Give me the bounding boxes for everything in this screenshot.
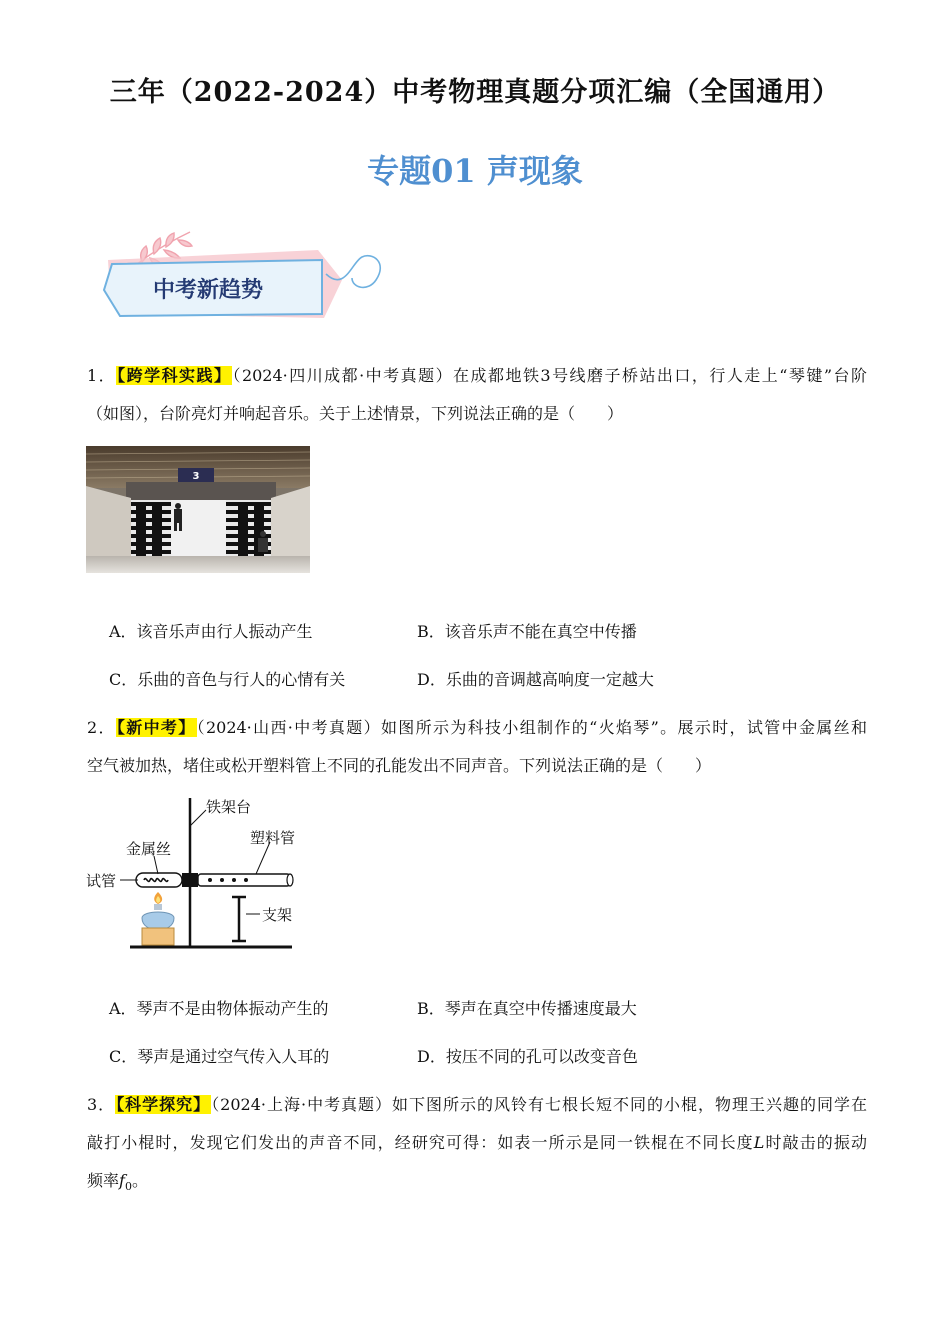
- question-number: 1．: [87, 366, 117, 385]
- test-tube: [136, 873, 182, 887]
- question-tag: 【跨学科实践】: [117, 366, 232, 385]
- alcohol-lamp: [142, 892, 174, 945]
- question-3-line-3: [87, 1171, 867, 1197]
- question-3-line-1: [87, 1095, 867, 1115]
- label-plastic-tube: 塑料管: [250, 829, 296, 847]
- question-number: 3．: [87, 1095, 116, 1114]
- banner-label: 中考新趋势: [152, 278, 264, 303]
- option-a[interactable]: A．琴声不是由物体振动产生的: [109, 999, 329, 1018]
- option-d[interactable]: D．按压不同的孔可以改变音色: [417, 1047, 638, 1066]
- plastic-tube: [198, 874, 293, 886]
- question-tag: 【新中考】: [116, 718, 196, 737]
- option-c[interactable]: C．琴声是通过空气传入人耳的: [109, 1047, 330, 1066]
- variable-subscript: 0: [124, 1180, 132, 1194]
- piano-stairs-photo: [86, 446, 310, 573]
- label-metal-wire: 金属丝: [126, 840, 172, 858]
- flame-instrument-diagram: [86, 796, 316, 956]
- option-c[interactable]: C．乐曲的音色与行人的心情有关: [109, 670, 346, 689]
- option-d[interactable]: D．乐曲的音调越高响度一定越大: [417, 670, 654, 689]
- question-number: 2．: [87, 718, 116, 737]
- question-2-line-2: 空气被加热，堵住或松开塑料管上不同的孔能发出不同声音。下列说法正确的是（ ）: [87, 756, 712, 775]
- subway-line-number: 3: [192, 471, 200, 482]
- variable-length: L: [753, 1133, 765, 1152]
- variable-frequency: f: [119, 1171, 125, 1190]
- topic-title: 专题01 声现象: [367, 152, 583, 190]
- label-support: 支架: [262, 906, 293, 924]
- question-text: 频率: [87, 1171, 120, 1190]
- option-b[interactable]: B．该音乐声不能在真空中传播: [417, 622, 637, 641]
- question-text: 敲打小棍时，发现它们发出的声音不同，经研究可得：如表一所示是同一铁棍在不同长度: [87, 1133, 754, 1152]
- question-2-line-1: [87, 718, 867, 738]
- piano-key-steps: [131, 500, 271, 562]
- option-b[interactable]: B．琴声在真空中传播速度最大: [417, 999, 637, 1018]
- question-text: （2024·四川成都·中考真题）在成都地铁3号线磨子桥站出口，行人走上“琴键”台阶: [232, 366, 867, 385]
- question-text: （2024·上海·中考真题）如下图所示的风铃有七根长短不同的小棍，物理王兴趣的同学在: [211, 1095, 867, 1114]
- question-tag: 【科学探究】: [116, 1095, 211, 1114]
- question-3-line-2: [87, 1133, 867, 1153]
- question-1-line-1: [87, 366, 867, 386]
- question-text: （2024·山西·中考真题）如图所示为科技小组制作的“火焰琴”。展示时，试管中金属丝和: [196, 718, 867, 737]
- section-banner: [90, 222, 390, 327]
- question-text: 。: [131, 1171, 148, 1190]
- label-test-tube: 试管: [86, 872, 117, 890]
- label-iron-stand: 铁架台: [206, 798, 252, 816]
- page-title: 三年（2022-2024）中考物理真题分项汇编（全国通用）: [109, 77, 841, 108]
- question-text: 时敲击的振动: [764, 1133, 867, 1152]
- question-1-line-2: （如图），台阶亮灯并响起音乐。关于上述情景，下列说法正确的是（ ）: [87, 404, 624, 423]
- option-a[interactable]: A．该音乐声由行人振动产生: [109, 622, 313, 641]
